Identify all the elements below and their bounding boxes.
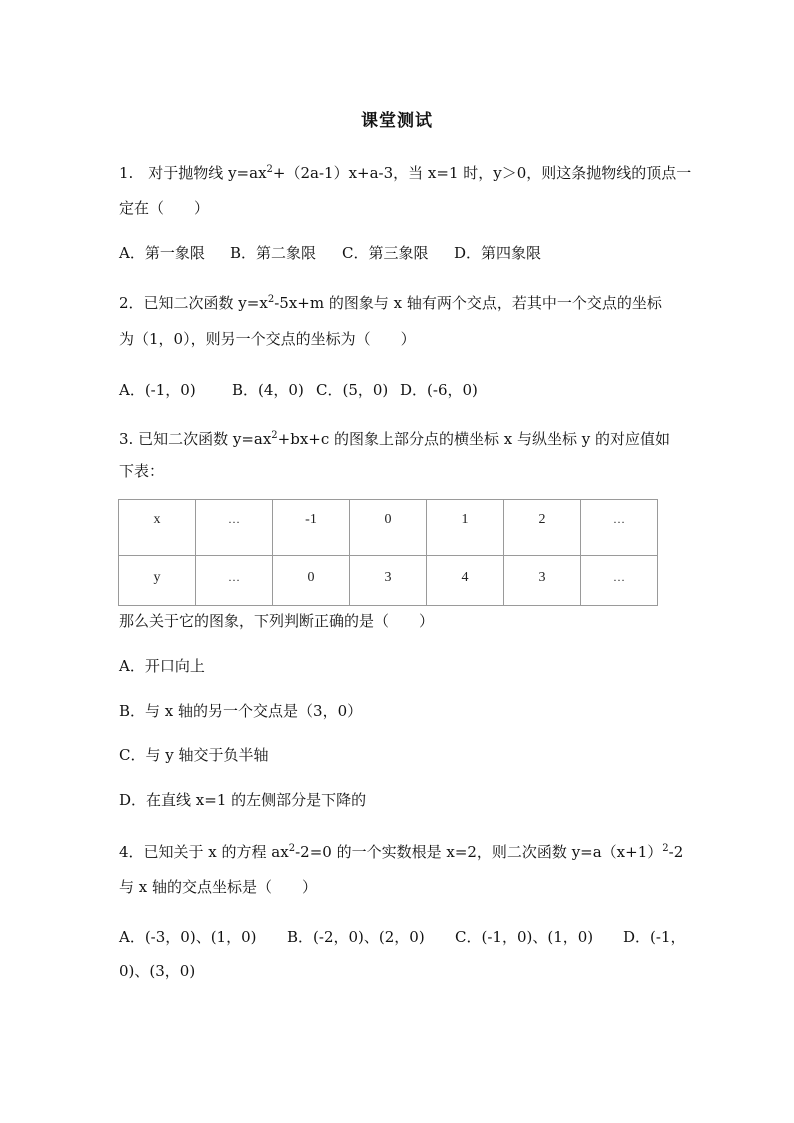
q4-option-d: D．(-1， bbox=[623, 928, 686, 946]
q4-stem-line2: 与 x 轴的交点坐标是（ ） bbox=[119, 878, 317, 896]
table-cell: 2 bbox=[504, 500, 581, 556]
q4-options-line2: 0)、(3，0) bbox=[119, 962, 196, 980]
q3-option-d: D．在直线 x=1 的左侧部分是下降的 bbox=[119, 791, 367, 809]
q2-stem-line2: 为（1，0），则另一个交点的坐标为（ ） bbox=[119, 330, 416, 348]
table-cell: y bbox=[119, 556, 196, 606]
q4-option-c: C．(-1，0)、(1，0) bbox=[455, 928, 594, 946]
q1-option-a: A．第一象限 bbox=[119, 244, 205, 262]
table-cell: 0 bbox=[273, 556, 350, 606]
q1-options bbox=[119, 243, 541, 263]
q3-stem-line3: 那么关于它的图象，下列判断正确的是（ ） bbox=[119, 612, 435, 630]
q3-stem-line2: 下表： bbox=[119, 462, 165, 480]
q4-options-line1 bbox=[119, 927, 686, 947]
q2-option-d: D．(-6，0) bbox=[400, 381, 478, 399]
table-cell: … bbox=[196, 556, 273, 606]
table-row-x bbox=[119, 500, 658, 556]
q4-option-b: B．(-2，0)、(2，0) bbox=[287, 928, 425, 946]
table-cell: 0 bbox=[350, 500, 427, 556]
table-cell: … bbox=[196, 500, 273, 556]
q1-option-b: B．第二象限 bbox=[230, 244, 317, 262]
table-cell: … bbox=[581, 500, 658, 556]
q1-option-c: C．第三象限 bbox=[342, 244, 429, 262]
table-cell: 3 bbox=[504, 556, 581, 606]
table-cell: 4 bbox=[427, 556, 504, 606]
value-table bbox=[118, 499, 658, 606]
q4-stem-line1: 4．已知关于 x 的方程 $ax^2-2=0$ 的一个实数根是 x=2，则二次函数 $y=a(x+1)^2-2$ bbox=[119, 843, 684, 861]
table-cell: … bbox=[581, 556, 658, 606]
q1-stem-line1: 1. 对于抛物线 $y=ax^2+(2a-1)x+a-3$，当 x=1 时，y＞0，则这条抛物线的顶点一 bbox=[119, 164, 692, 182]
table-cell: 3 bbox=[350, 556, 427, 606]
table-cell: x bbox=[119, 500, 196, 556]
q3-option-a: A．开口向上 bbox=[119, 657, 205, 675]
q1-stem-line2: 定在（ ） bbox=[119, 199, 210, 217]
table-row-y bbox=[119, 556, 658, 606]
q1-option-d: D．第四象限 bbox=[454, 244, 542, 262]
q2-option-c: C．(5，0) bbox=[316, 381, 389, 399]
q2-stem-line1: 2．已知二次函数 $y=x^2-5x+m$ 的图象与 x 轴有两个交点，若其中一个交点的坐标 bbox=[119, 294, 662, 312]
table-cell: 1 bbox=[427, 500, 504, 556]
q2-option-b: B．(4，0) bbox=[232, 381, 304, 399]
q4-option-a: A．(-3，0)、(1，0) bbox=[119, 928, 257, 946]
q3-option-c: C．与 y 轴交于负半轴 bbox=[119, 746, 269, 764]
page-title: 课堂测试 bbox=[361, 111, 433, 131]
q2-option-a: A．(-1，0) bbox=[119, 381, 196, 399]
q2-options bbox=[119, 380, 478, 400]
table-cell: -1 bbox=[273, 500, 350, 556]
q3-option-b: B．与 x 轴的另一个交点是（3，0） bbox=[119, 702, 363, 720]
q3-stem-line1: 3. 已知二次函数 $y=ax^2+bx+c$ 的图象上部分点的横坐标 x 与纵坐标 y 的对应值如 bbox=[119, 430, 671, 448]
